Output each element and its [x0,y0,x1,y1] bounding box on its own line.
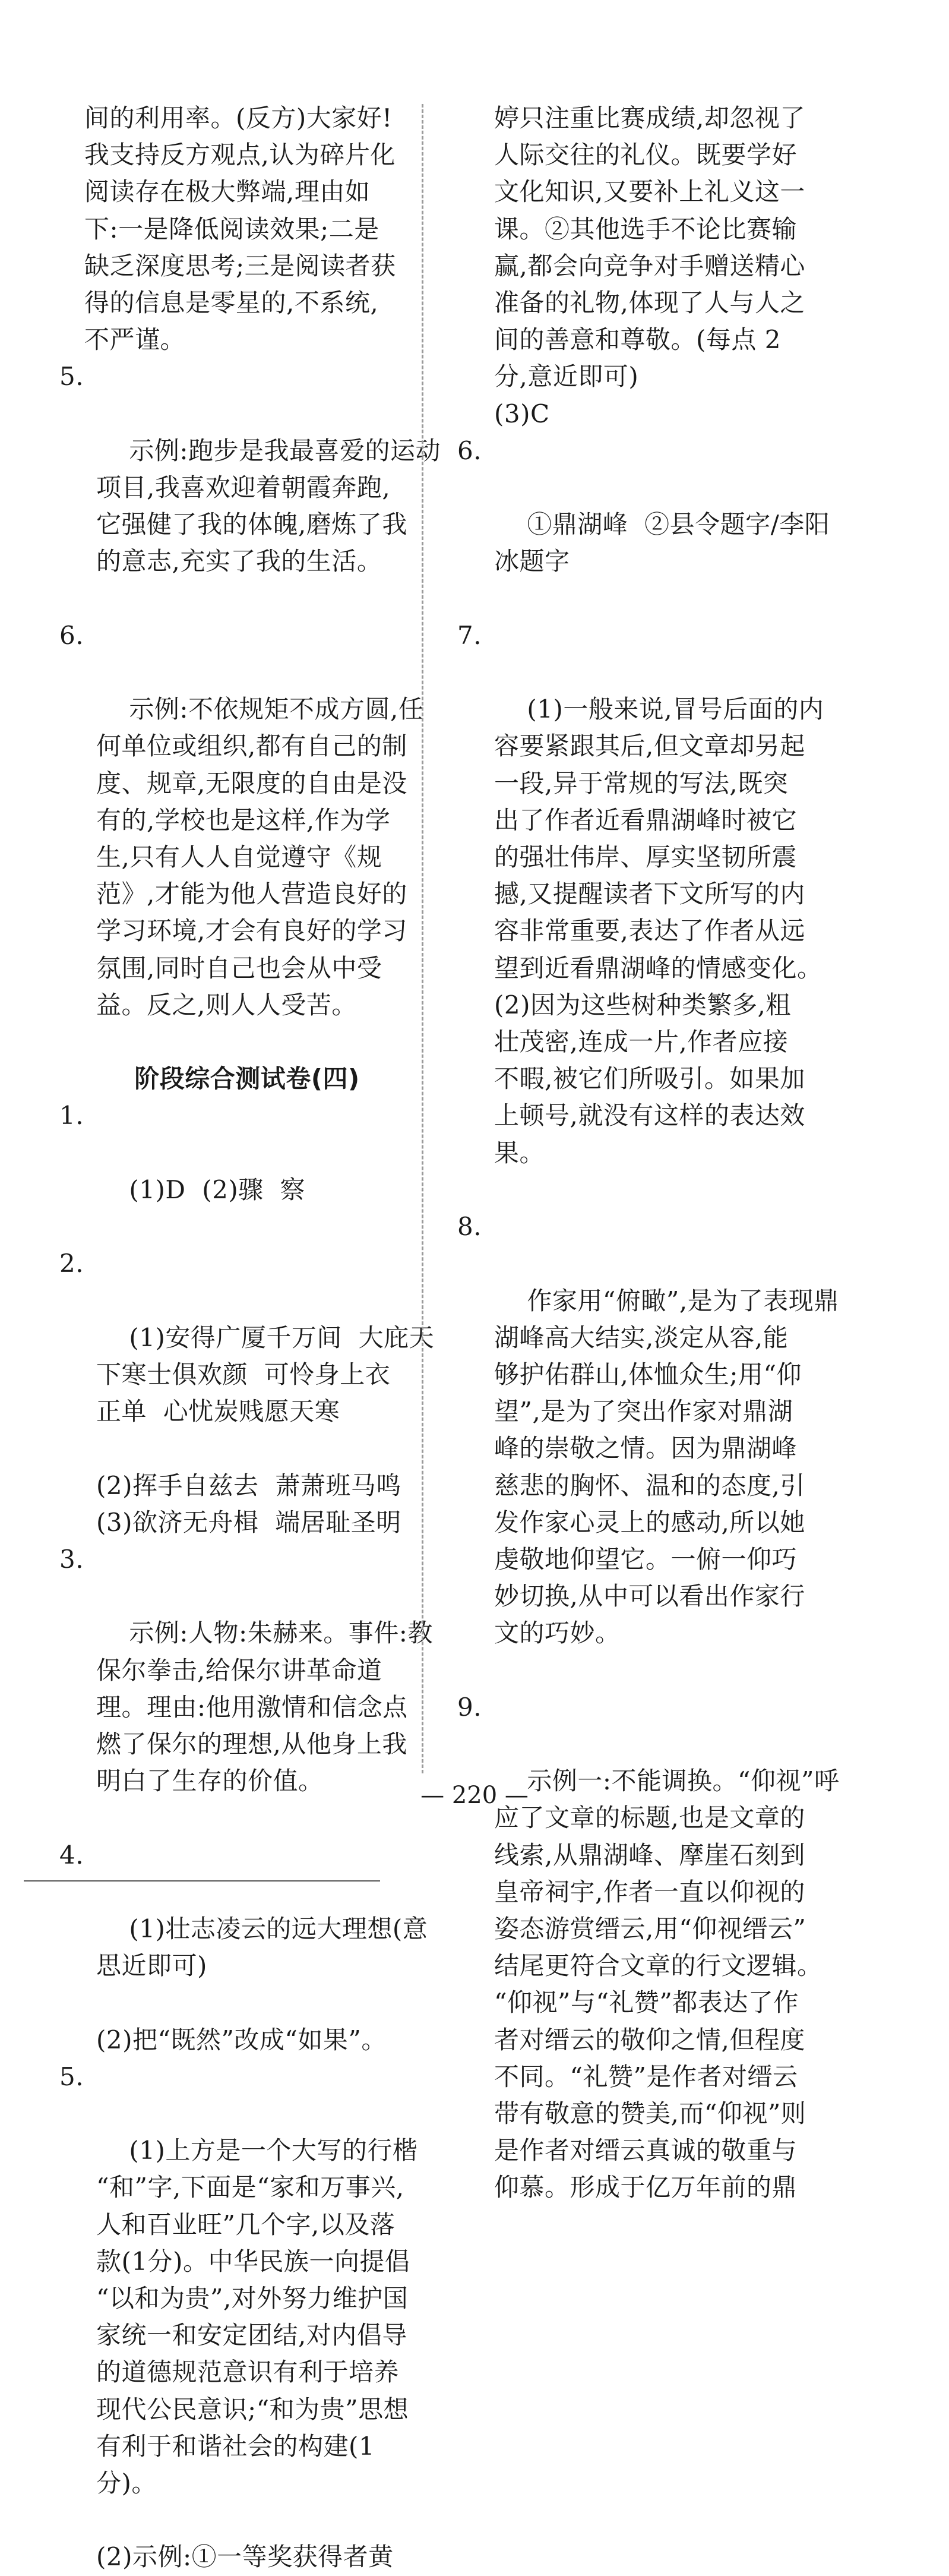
item-number: 7. [457,620,482,650]
item-text: (1)一般来说,冒号后面的内 容要紧跟其后,但文章却另起 一段,异于常规的写法,既突 出了作者近看鼎湖峰时被它 的强壮伟岸、厚实坚韧所震 撼,又提醒读者下文所写的内 容非常重要,表达了作者从远 望到近看鼎湖峰的情感变化。 (2)因为这些树种类繁多,粗 壮茂密,连成一片,作者应接 不暇,被它们所吸引。如果加 上顿号,就没有这样的表达效 果。 [494,694,824,1167]
section-item-5-continued: (2)示例:①一等奖获得者黄 [96,2542,394,2572]
page-number: — 220 — [420,1782,529,1809]
item-number: 1. [59,1101,84,1131]
section-item-2-continued: (2)挥手自兹去 萧萧班马鸣 (3)欲济无舟楫 端居耻圣明 [96,1470,401,1537]
answer-item-5 [59,358,441,617]
item-text: (1)安得广厦千万间 大庇天 下寒士俱欢颜 可怜身上衣 正单 心忧炭贱愿天寒 [96,1322,435,1426]
item-text: 示例:不依规矩不成方圆,任 何单位或组织,都有自己的制 度、规章,无限度的自由是没 有的,学校也是这样,作为学 生,只有人人自觉遵守《规 范》,才能为他人营造良好的 学习环境,才会有良好的学习 氛围,同时自己也会从中受 益。反之,则人人受苦。 [96,694,424,1019]
section-item-4 [59,1837,428,2022]
right-column [457,100,840,2243]
item-number: 6. [457,435,482,465]
item-text: 示例:跑步是我最喜爱的运动 项目,我喜欢迎着朝霞奔跑, 它强健了我的体魄,磨炼了我 的意志,充实了我的生活。 [96,435,441,576]
item-number: 2. [59,1249,84,1278]
section-item-4-continued: (2)把“既然”改成“如果”。 [96,2025,387,2054]
item-text: 作家用“俯瞰”,是为了表现鼎 湖峰高大结实,淡定从容,能 够护佑群山,体恤众生;用“仰 望”,是为了突出作家对鼎湖 峰的崇敬之情。因为鼎湖峰 慈悲的胸怀、温和的态度,引 发作家心灵上的感动,所以她 虔敬地仰望它。一俯一仰巧 妙切换,从中可以看出作家行 文的巧妙。 [494,1286,839,1648]
left-intro-paragraph: 间的利用率。(反方)大家好! 我支持反方观点,认为碎片化 阅读存在极大弊端,理由如 下:一是降低阅读效果;二是 缺乏深度思考;三是阅读者获 得的信息是零星的,不系统, 不严谨。 [84,103,396,355]
answer-item-8 [457,1208,839,1689]
section-item-2 [59,1245,435,1467]
item-text: (1)壮志凌云的远大理想(意 思近即可) [96,1914,428,1981]
item-number: 3. [59,1544,84,1574]
answer-item-6-right [457,433,830,617]
item-number: 6. [59,620,84,650]
bottom-rule [24,1880,380,1882]
answer-item-6 [59,617,424,1060]
left-column [59,100,441,2576]
column-divider [422,104,423,1773]
right-intro-paragraph: 婷只注重比赛成绩,却忽视了 人际交往的礼仪。既要学好 文化知识,又要补上礼义这一 课。②其他选手不论比赛输 赢,都会向竞争对手赠送精心 准备的礼物,体现了人与人之 间的善意和尊敬。(每点 2 分,意近即可) (3)C [494,103,805,428]
answer-item-9 [457,1689,840,2243]
item-number: 4. [59,1840,84,1870]
item-text: (1)D (2)骤 察 [129,1175,305,1204]
item-text: ①鼎湖峰 ②县令题字/李阳 冰题字 [494,510,830,576]
item-text: 示例一:不能调换。“仰视”呼 应了文章的标题,也是文章的 线索,从鼎湖峰、摩崖石刻到 皇帝祠宇,作者一直以仰视的 姿态游赏缙云,用“仰视缙云” 结尾更符合文章的行文逻辑。 “仰视”与“礼赞”都表达了作 者对缙云的敬仰之情,但程度 不同。“礼赞”是作者对缙云 带有敬意的赞美,而“仰视”则 是作者对缙云真诚的敬重与 仰慕。形成于亿万年前的鼎 [494,1766,840,2202]
item-number: 9. [457,1692,482,1722]
item-number: 5. [59,362,84,392]
item-number: 8. [457,1212,482,1242]
section-title: 阶段综合测试卷(四) [134,1064,360,1094]
answer-item-7 [457,617,824,1208]
section-item-1 [59,1097,410,1245]
section-item-5 [59,2059,418,2539]
item-text: 示例:人物:朱赫来。事件:教 保尔拳击,给保尔讲革命道 理。理由:他用激情和信念点 燃了保尔的理想,从他身上我 明白了生存的价值。 [96,1618,433,1796]
item-number: 5. [59,2062,84,2091]
item-text: (1)上方是一个大写的行楷 “和”字,下面是“家和万事兴, 人和百业旺”几个字,以及落 款(1分)。中华民族一向提倡 “以和为贵”,对外努力维护国 家统一和安定团结,对内倡导 的道德规范意识有利于培养 现代公民意识;“和为贵”思想 有利于和谐社会的构建(1 分)。 [96,2136,418,2498]
